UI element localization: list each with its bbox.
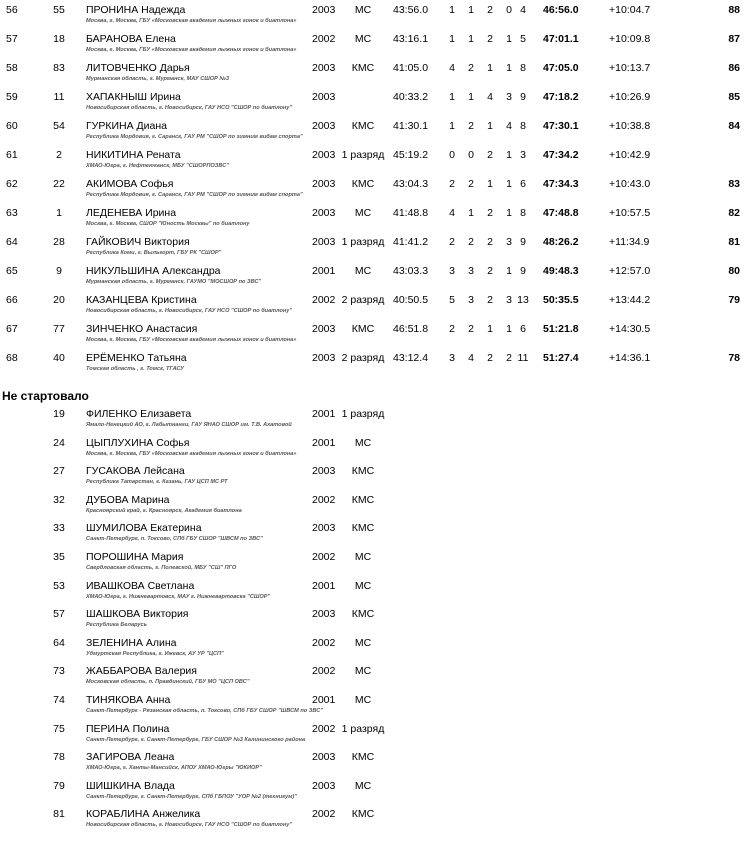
- shooting-stage: 2: [487, 265, 493, 277]
- dns-row: [0, 494, 750, 524]
- dns-row: [0, 408, 750, 438]
- place-cell: 67: [6, 323, 18, 335]
- dns-row: [0, 694, 750, 724]
- shooting-stage: 2: [449, 236, 455, 248]
- athlete-name: ГУРКИНА Диана: [86, 120, 167, 132]
- athlete-name: ПРОНИНА Надежда: [86, 4, 186, 16]
- birth-year: 2001: [312, 408, 336, 420]
- result-row: [0, 323, 750, 353]
- sport-rank: 2 разряд: [341, 294, 385, 306]
- dns-heading: Не стартовало: [2, 389, 89, 403]
- shooting-stage: 3: [506, 91, 512, 103]
- shooting-stage: 1: [506, 323, 512, 335]
- shooting-stage: 2: [468, 178, 474, 190]
- penalty-total: 9: [520, 265, 526, 277]
- shooting-stage: 3: [506, 294, 512, 306]
- points-cell: 84: [728, 120, 740, 132]
- dns-row: [0, 723, 750, 753]
- athlete-name: ХАПАКНЫШ Ирина: [86, 91, 181, 103]
- shooting-stage: 4: [468, 352, 474, 364]
- total-time: 47:05.0: [543, 62, 579, 74]
- athlete-region: Санкт-Петербург, г. Санкт-Петербург, СПб ГБПОУ "УОР №2 (техникум)": [86, 793, 297, 800]
- sport-rank: МС: [354, 779, 372, 792]
- shooting-stage: 1: [449, 33, 455, 45]
- athlete-name: ПЕРИНА Полина: [86, 722, 170, 735]
- sport-rank: КМС: [351, 493, 375, 506]
- birth-year: 2003: [312, 120, 336, 132]
- bib-cell: 24: [53, 436, 65, 449]
- athlete-name: ШАШКОВА Виктория: [86, 608, 189, 621]
- athlete-region: ХМАО-Югра, г. Нижневартовск, МАУ г. Нижневартовска "СШОР": [86, 593, 271, 600]
- shooting-stage: 1: [506, 178, 512, 190]
- penalty-total: 3: [520, 149, 526, 161]
- time-behind: +10:43.0: [609, 178, 651, 190]
- penalty-total: 9: [520, 91, 526, 103]
- sport-rank: 2 разряд: [341, 352, 385, 364]
- time-behind: +13:44.2: [609, 294, 651, 306]
- course-time: 40:50.5: [393, 294, 429, 306]
- birth-year: 2002: [312, 808, 336, 821]
- athlete-name: НИКУЛЬШИНА Александра: [86, 265, 221, 277]
- dns-row: [0, 637, 750, 667]
- birth-year: 2003: [312, 178, 336, 190]
- course-time: 41:41.2: [393, 236, 429, 248]
- time-behind: +14:36.1: [609, 352, 651, 364]
- athlete-region: Москва, г. Москва, ГБУ «Московская академия лыжных гонок и биатлона»: [86, 337, 297, 343]
- total-time: 51:21.8: [543, 323, 579, 335]
- birth-year: 2002: [312, 722, 336, 735]
- dns-row: [0, 437, 750, 467]
- course-time: 40:33.2: [393, 91, 429, 103]
- bib-cell: 75: [53, 722, 65, 735]
- place-cell: 68: [6, 352, 18, 364]
- shooting-stage: 1: [468, 207, 474, 219]
- athlete-name: ШУМИЛОВА Екатерина: [86, 522, 202, 535]
- dns-row: [0, 608, 750, 638]
- athlete-region: Новосибирская область, г. Новосибирск, ГАУ НСО "СШОР по биатлону": [86, 822, 293, 829]
- athlete-region: ХМАО-Югра, г. Нефтеюганск, МБУ "СШОРПОЗВС": [86, 163, 229, 169]
- birth-year: 2003: [312, 465, 336, 478]
- birth-year: 2003: [312, 522, 336, 535]
- penalty-total: 6: [520, 178, 526, 190]
- place-cell: 58: [6, 62, 18, 74]
- athlete-name: НИКИТИНА Рената: [86, 149, 181, 161]
- shooting-stage: 1: [449, 120, 455, 132]
- athlete-name: АКИМОВА Софья: [86, 178, 174, 190]
- total-time: 47:30.1: [543, 120, 579, 132]
- total-time: 47:34.3: [543, 178, 579, 190]
- birth-year: 2003: [312, 91, 336, 103]
- sport-rank: КМС: [351, 178, 375, 190]
- shooting-stage: 1: [506, 62, 512, 74]
- shooting-stage: 1: [468, 4, 474, 16]
- birth-year: 2002: [312, 665, 336, 678]
- athlete-name: ДУБОВА Марина: [86, 493, 170, 506]
- course-time: 41:30.1: [393, 120, 429, 132]
- athlete-region: Москва, г. Москва, ГБУ «Московская академия лыжных гонок и биатлона»: [86, 18, 297, 24]
- athlete-name: ЖАББАРОВА Валерия: [86, 665, 197, 678]
- place-cell: 65: [6, 265, 18, 277]
- shooting-stage: 0: [506, 4, 512, 16]
- birth-year: 2002: [312, 493, 336, 506]
- shooting-stage: 2: [468, 236, 474, 248]
- place-cell: 64: [6, 236, 18, 248]
- shooting-stage: 2: [468, 323, 474, 335]
- shooting-stage: 2: [468, 120, 474, 132]
- time-behind: +14:30.5: [609, 323, 651, 335]
- total-time: 49:48.3: [543, 265, 579, 277]
- place-cell: 59: [6, 91, 18, 103]
- total-time: 47:34.2: [543, 149, 579, 161]
- athlete-name: ТИНЯКОВА Анна: [86, 694, 171, 706]
- sport-rank: КМС: [351, 120, 375, 132]
- total-time: 47:48.8: [543, 207, 579, 219]
- course-time: 46:51.8: [393, 323, 429, 335]
- result-row: [0, 294, 750, 324]
- shooting-stage: 0: [468, 149, 474, 161]
- birth-year: 2003: [312, 236, 336, 248]
- athlete-region: Санкт-Петербург, п. Токсово, СПб ГБУ СШОР "ШВСМ по ЗВС": [86, 536, 263, 543]
- points-cell: 83: [728, 178, 740, 190]
- shooting-stage: 3: [468, 294, 474, 306]
- athlete-region: Московская область, п. Правдинский, ГБУ МО "ЦСП ОВС": [86, 679, 250, 686]
- athlete-region: Свердловская область, г. Полевской, МБУ "СШ" ПГО: [86, 565, 237, 571]
- course-time: 43:56.0: [393, 4, 429, 16]
- points-cell: 85: [728, 91, 740, 103]
- dns-row: [0, 551, 750, 581]
- sport-rank: МС: [354, 579, 372, 592]
- athlete-name: КОРАБЛИНА Анжелика: [86, 808, 201, 821]
- birth-year: 2002: [312, 294, 336, 306]
- penalty-total: 8: [520, 62, 526, 74]
- bib-cell: 64: [53, 636, 65, 649]
- course-time: 45:19.2: [393, 149, 429, 161]
- sport-rank: 1 разряд: [341, 236, 385, 248]
- shooting-stage: 0: [449, 149, 455, 161]
- dns-row: [0, 808, 750, 838]
- bib-cell: 54: [53, 120, 65, 132]
- bib-cell: 20: [53, 294, 65, 306]
- athlete-region: Красноярский край, г. Красноярск, Академия биатлона: [86, 507, 242, 514]
- result-row: [0, 149, 750, 179]
- athlete-region: Москва, г. Москва, СШОР "Юность Москвы" по биатлону: [86, 221, 250, 227]
- points-cell: 81: [728, 236, 740, 248]
- course-time: 41:05.0: [393, 62, 429, 74]
- shooting-stage: 3: [468, 265, 474, 277]
- dns-row: [0, 465, 750, 495]
- birth-year: 2003: [312, 779, 336, 792]
- sport-rank: 1 разряд: [341, 408, 385, 420]
- sport-rank: МС: [354, 665, 372, 678]
- birth-year: 2003: [312, 62, 336, 74]
- birth-year: 2001: [312, 265, 336, 277]
- birth-year: 2003: [312, 608, 336, 621]
- shooting-stage: 3: [449, 352, 455, 364]
- shooting-stage: 2: [487, 149, 493, 161]
- shooting-stage: 2: [487, 352, 493, 364]
- athlete-region: Мурманская область, г. Мурманск, МАУ СШОР №3: [86, 76, 229, 82]
- birth-year: 2001: [312, 436, 336, 449]
- shooting-stage: 1: [449, 91, 455, 103]
- sport-rank: КМС: [351, 751, 375, 764]
- time-behind: +10:42.9: [609, 149, 651, 161]
- birth-year: 2003: [312, 352, 336, 364]
- total-time: 51:27.4: [543, 352, 579, 364]
- time-behind: +10:04.7: [609, 4, 651, 16]
- time-behind: +11:34.9: [609, 236, 650, 248]
- birth-year: 2002: [312, 551, 336, 563]
- shooting-stage: 1: [506, 265, 512, 277]
- bib-cell: 32: [53, 493, 65, 506]
- sport-rank: 1 разряд: [341, 149, 385, 161]
- bib-cell: 28: [53, 236, 65, 248]
- time-behind: +10:26.9: [609, 91, 651, 103]
- athlete-name: ЛИТОВЧЕНКО Дарья: [86, 62, 190, 74]
- penalty-total: 8: [520, 207, 526, 219]
- athlete-name: ГУСАКОВА Лейсана: [86, 465, 185, 478]
- bib-cell: 33: [53, 522, 65, 535]
- bib-cell: 22: [53, 178, 65, 190]
- shooting-stage: 1: [487, 62, 493, 74]
- shooting-stage: 1: [449, 4, 455, 16]
- birth-year: 2002: [312, 33, 336, 45]
- result-row: [0, 33, 750, 63]
- result-row: [0, 178, 750, 208]
- athlete-region: ХМАО-Югра, г. Ханты-Мансийск, АПОУ ХМАО-Югры "ЮКИОР": [86, 765, 262, 772]
- athlete-region: Санкт-Петербург, г. Санкт-Петербург, ГБУ СШОР №3 Калининского района: [86, 736, 306, 743]
- dns-row: [0, 522, 750, 552]
- shooting-stage: 4: [487, 91, 493, 103]
- result-row: [0, 4, 750, 34]
- dns-row: [0, 580, 750, 610]
- dns-row: [0, 780, 750, 810]
- time-behind: +10:13.7: [609, 62, 651, 74]
- birth-year: 2003: [312, 207, 336, 219]
- place-cell: 62: [6, 178, 18, 190]
- bib-cell: 35: [53, 551, 65, 563]
- athlete-name: ЦЫПЛУХИНА Софья: [86, 436, 190, 449]
- athlete-region: Ямало-Ненецкий АО, г. Лабытнанги, ГАУ ЯНАО СШОР им. Т.В. Ахатовой: [86, 422, 292, 428]
- bib-cell: 57: [53, 608, 65, 621]
- points-cell: 82: [728, 207, 740, 219]
- shooting-stage: 5: [449, 294, 455, 306]
- time-behind: +10:38.8: [609, 120, 651, 132]
- shooting-stage: 2: [487, 236, 493, 248]
- athlete-region: Республика Беларусь: [86, 622, 147, 629]
- place-cell: 57: [6, 33, 18, 45]
- points-cell: 79: [728, 294, 740, 306]
- points-cell: 86: [728, 62, 740, 74]
- birth-year: 2003: [312, 4, 336, 16]
- shooting-stage: 1: [468, 91, 474, 103]
- points-cell: 80: [728, 265, 740, 277]
- shooting-stage: 4: [449, 62, 455, 74]
- bib-cell: 83: [53, 62, 65, 74]
- penalty-total: 4: [520, 4, 526, 16]
- birth-year: 2003: [312, 751, 336, 764]
- sport-rank: КМС: [351, 522, 375, 535]
- athlete-region: Санкт-Петербург - Рязанская область, п. Токсово, СПб ГБУ СШОР "ШВСМ по ЗВС": [86, 708, 323, 714]
- athlete-region: Томская область , г. Томск, ТГАСУ: [86, 366, 184, 372]
- bib-cell: 40: [53, 352, 65, 364]
- bib-cell: 53: [53, 579, 65, 592]
- athlete-name: ЕРЁМЕНКО Татьяна: [86, 352, 187, 364]
- birth-year: 2001: [312, 579, 336, 592]
- athlete-name: ЗАГИРОВА Леана: [86, 751, 175, 764]
- total-time: 50:35.5: [543, 294, 579, 306]
- athlete-region: Мурманская область, г. Мурманск, ГАУМО "МОСШОР по ЗВС": [86, 279, 262, 285]
- shooting-stage: 2: [449, 178, 455, 190]
- place-cell: 63: [6, 207, 18, 219]
- place-cell: 60: [6, 120, 18, 132]
- shooting-stage: 2: [487, 4, 493, 16]
- birth-year: 2002: [312, 636, 336, 649]
- result-row: [0, 207, 750, 237]
- shooting-stage: 2: [487, 294, 493, 306]
- shooting-stage: 1: [506, 33, 512, 45]
- sport-rank: КМС: [351, 608, 375, 621]
- athlete-region: Новосибирская область, г. Новосибирск, ГАУ НСО "СШОР по биатлону": [86, 105, 293, 111]
- shooting-stage: 1: [487, 120, 493, 132]
- penalty-total: 9: [520, 236, 526, 248]
- birth-year: 2003: [312, 323, 336, 335]
- shooting-stage: 2: [506, 352, 512, 364]
- sport-rank: МС: [354, 436, 372, 449]
- athlete-name: ГАЙКОВИЧ Виктория: [86, 236, 190, 248]
- athlete-name: КАЗАНЦЕВА Кристина: [86, 294, 197, 306]
- athlete-region: Удмуртская Республика, г. Ижевск, АУ УР "ЦСП": [86, 650, 224, 657]
- course-time: 43:03.3: [393, 265, 429, 277]
- sport-rank: МС: [354, 4, 372, 16]
- athlete-region: Республика Татарстан, г. Казань, ГАУ ЦСП МС РТ: [86, 479, 228, 486]
- athlete-name: ПОРОШИНА Мария: [86, 551, 184, 563]
- athlete-name: ЛЕДЕНЕВА Ирина: [86, 207, 177, 219]
- athlete-name: ИВАШКОВА Светлана: [86, 579, 195, 592]
- athlete-region: Республика Мордовия, г. Саранск, ГАУ РМ "СШОР по зимним видам спорта": [86, 134, 303, 140]
- place-cell: 66: [6, 294, 18, 306]
- total-time: 46:56.0: [543, 4, 579, 16]
- dns-row: [0, 665, 750, 695]
- shooting-stage: 2: [487, 207, 493, 219]
- athlete-region: Республика Мордовия, г. Саранск, ГАУ РМ "СШОР по зимним видам спорта": [86, 192, 303, 198]
- athlete-region: Республика Коми, г. Выльгорт, ГБУ РК "СШОР": [86, 250, 222, 256]
- athlete-name: ФИЛЕНКО Елизавета: [86, 408, 192, 420]
- place-cell: 61: [6, 149, 18, 161]
- time-behind: +10:57.5: [609, 207, 651, 219]
- total-time: 47:18.2: [543, 91, 579, 103]
- points-cell: 88: [728, 4, 740, 16]
- athlete-region: Москва, г. Москва, ГБУ «Московская академия лыжных гонок и биатлона»: [86, 450, 297, 457]
- bib-cell: 19: [53, 408, 65, 420]
- sport-rank: МС: [354, 694, 372, 706]
- penalty-total: 8: [520, 120, 526, 132]
- sport-rank: КМС: [351, 808, 375, 821]
- bib-cell: 27: [53, 465, 65, 478]
- sport-rank: МС: [354, 265, 372, 277]
- bib-cell: 73: [53, 665, 65, 678]
- bib-cell: 11: [53, 91, 65, 103]
- athlete-region: Москва, г. Москва, ГБУ «Московская академия лыжных гонок и биатлона»: [86, 47, 297, 53]
- shooting-stage: 1: [468, 33, 474, 45]
- shooting-stage: 1: [506, 149, 512, 161]
- sport-rank: МС: [354, 636, 372, 649]
- shooting-stage: 1: [506, 207, 512, 219]
- result-row: [0, 91, 750, 121]
- bib-cell: 1: [56, 207, 62, 219]
- bib-cell: 2: [56, 149, 62, 161]
- athlete-region: Новосибирская область, г. Новосибирск, ГАУ НСО "СШОР по биатлону": [86, 308, 293, 314]
- sport-rank: КМС: [351, 465, 375, 478]
- points-cell: 78: [728, 352, 740, 364]
- course-time: 43:16.1: [393, 33, 429, 45]
- bib-cell: 74: [53, 694, 65, 706]
- total-time: 47:01.1: [543, 33, 579, 45]
- result-row: [0, 62, 750, 92]
- penalty-total: 5: [520, 33, 526, 45]
- penalty-total: 6: [520, 323, 526, 335]
- points-cell: 87: [728, 33, 740, 45]
- course-time: 43:12.4: [393, 352, 429, 364]
- shooting-stage: 1: [487, 178, 493, 190]
- sport-rank: КМС: [351, 323, 375, 335]
- sport-rank: КМС: [351, 62, 375, 74]
- bib-cell: 55: [53, 4, 65, 16]
- result-row: [0, 265, 750, 295]
- penalty-total: 13: [517, 294, 529, 306]
- sport-rank: МС: [354, 33, 372, 45]
- athlete-name: ШИШКИНА Влада: [86, 779, 175, 792]
- bib-cell: 77: [53, 323, 65, 335]
- birth-year: 2001: [312, 694, 336, 706]
- bib-cell: 79: [53, 779, 65, 792]
- shooting-stage: 1: [487, 323, 493, 335]
- athlete-name: ЗИНЧЕНКО Анастасия: [86, 323, 198, 335]
- time-behind: +10:09.8: [609, 33, 651, 45]
- bib-cell: 9: [56, 265, 62, 277]
- shooting-stage: 3: [506, 236, 512, 248]
- course-time: 41:48.8: [393, 207, 429, 219]
- sport-rank: МС: [354, 551, 372, 563]
- sport-rank: 1 разряд: [341, 722, 385, 735]
- bib-cell: 81: [53, 808, 65, 821]
- shooting-stage: 2: [449, 323, 455, 335]
- result-row: [0, 236, 750, 266]
- total-time: 48:26.2: [543, 236, 579, 248]
- course-time: 43:04.3: [393, 178, 429, 190]
- athlete-name: ЗЕЛЕНИНА Алина: [86, 636, 177, 649]
- dns-row: [0, 751, 750, 781]
- time-behind: +12:57.0: [609, 265, 651, 277]
- bib-cell: 18: [53, 33, 65, 45]
- shooting-stage: 2: [487, 33, 493, 45]
- shooting-stage: 3: [449, 265, 455, 277]
- birth-year: 2003: [312, 149, 336, 161]
- shooting-stage: 4: [506, 120, 512, 132]
- penalty-total: 11: [517, 352, 529, 364]
- athlete-name: БАРАНОВА Елена: [86, 33, 176, 45]
- place-cell: 56: [6, 4, 18, 16]
- bib-cell: 78: [53, 751, 65, 764]
- shooting-stage: 4: [449, 207, 455, 219]
- shooting-stage: 2: [468, 62, 474, 74]
- result-row: [0, 352, 750, 382]
- sport-rank: МС: [354, 207, 372, 219]
- result-row: [0, 120, 750, 150]
